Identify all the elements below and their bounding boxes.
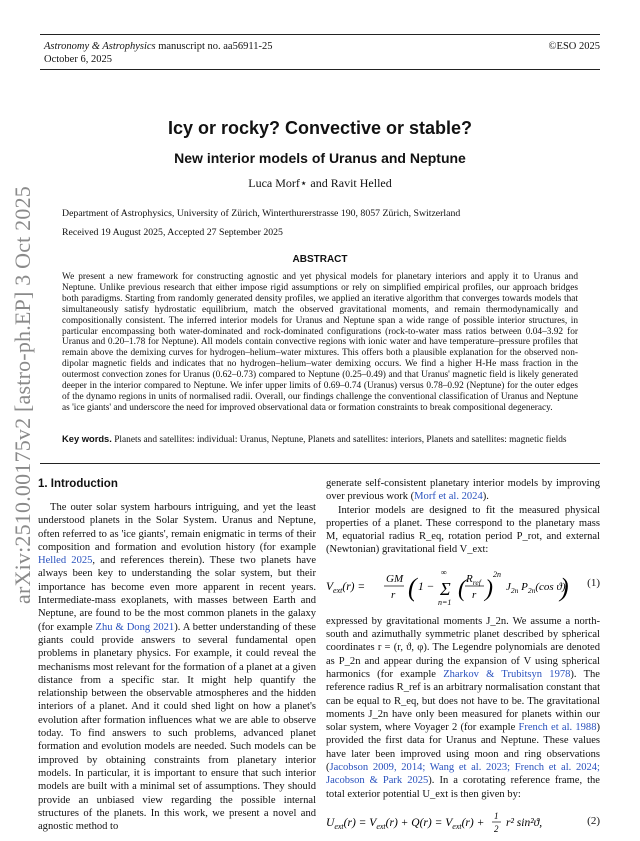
- keywords-rule: [40, 463, 600, 464]
- equation-2-formula: [326, 807, 566, 837]
- svg-text:(: (: [408, 572, 417, 602]
- svg-text:1 −: 1 −: [418, 580, 435, 593]
- paper-title: Icy or rocky? Convective or stable?: [167, 118, 473, 138]
- equation-2-number: (2): [587, 814, 600, 827]
- keywords: [62, 434, 578, 446]
- top-rule: [40, 34, 600, 35]
- abstract-heading: ABSTRACT: [292, 254, 348, 265]
- svg-text:Rref: $R_{ref}$: [466, 572, 481, 587]
- authors: Luca Morf⋆ and Ravit Helled: [248, 176, 392, 190]
- equation-1: [326, 563, 600, 609]
- citation-link[interactable]: Zharkov & Trubitsyn 1978: [443, 668, 571, 680]
- text-run: ). In a corotating reference frame, the total exterior potential U_ext is then given by:: [326, 775, 600, 800]
- keywords-label: Key words.: [62, 434, 112, 444]
- citation-link[interactable]: Jacobson 2009, 2014; Wang et al. 2023; French et al. 2024; Jacobson & Park 2025: [326, 762, 600, 787]
- svg-text:): ): [560, 572, 569, 602]
- text-run: generate self-consistent planetary interior models by improving over previous work (: [326, 478, 600, 503]
- paragraph-interior-models: Interior models are designed to fit the measured physical properties of a planet. These correspond to the planetary mass M, equatorial radius R_eq, rotation period P_rot, and external (Newtonian) gravitational field V_ext:: [326, 504, 600, 556]
- svg-text:n=1: n=1: [438, 597, 452, 607]
- svg-text:2n: 2n: [493, 569, 501, 579]
- text-run: , and references therein). These two planets have always been key to understanding the solar system, but their importance has become even more apparent in recent years. Intermediate-mass exoplanets, with masses between Earth and Neptune, are found to be the most common planets in the galaxy (for example: [38, 555, 316, 633]
- manuscript-number: manuscript no. aa56911-25: [158, 41, 273, 52]
- text-run: ) provided the first data for Uranus and Neptune. These values have later been improved using moon and ring observations (: [326, 722, 600, 774]
- svg-text:r² sin²ϑ,: r² sin²ϑ,: [506, 816, 543, 829]
- section-heading: 1. Introduction: [38, 478, 118, 490]
- text-run: ).: [482, 491, 489, 503]
- svg-text:∞: ∞: [441, 567, 447, 577]
- intro-paragraph: [38, 501, 316, 833]
- svg-text:J2n P2n(cos ϑ): $J_{2n}$ $P_{2n}(\cos$ ϑ): [506, 580, 566, 595]
- svg-text:r: r: [391, 588, 396, 601]
- abstract-text: We present a new framework for constructing agnostic and yet physical models for planetary interiors and apply it to Uranus and Neptune. Unlike previous research that either impose rigid assumptions or rely on simplified empirical profiles, our approach bridges both paradigms. Starting from randomly generated density profiles, we applied an iterative algorithm that converges towards models that simultaneously satisfy hydrostatic equilibrium, match the observed gravitational moments, and remain thermodynamically and compositionally consistent. The inferred interior models for Uranus and Neptune span a wide range of possible interior structures, in particular encompassing both water-dominated and rock-dominated configurations (rock-to-water mass ratios between 0.04–3.92 for Uranus and 0.20–1.78 for Neptune). All models contain convective regions with ionic water and have temperature–pressure profiles that remain above the demixing curves for hydrogen–helium–water mixtures. This offers both a plausible explanation for the observed non-dipolar magnetic fields and indicates that no hydrogen–helium–water demixing occurs. We find a higher H-He mass fraction in the outermost convection zones for Uranus (0.62–0.73) compared to Neptune (0.25–0.49) and that Uranus' magnetic field is likely generated deeper in the interior compared to Neptune. We infer upper limits of 0.69–0.74 (Uranus) versus 0.78–0.92 (Neptune) for the outer edges of the dynamo regions in units of normalised radii. Overall, our findings challenge the conventional classification of Uranus and Neptune as 'ice giants' and underscore the need for improved observational data or formation constraints to break compositional degeneracy.: [62, 272, 578, 413]
- svg-text:): ): [485, 575, 493, 602]
- paragraph-gravity-moments: [326, 615, 600, 801]
- right-column: [326, 477, 600, 837]
- header-rule: [40, 69, 600, 70]
- svg-text:GM: GM: [386, 572, 404, 585]
- journal-name: Astronomy & Astrophysics: [44, 41, 156, 52]
- continued-paragraph: [326, 477, 600, 504]
- paper-subtitle: New interior models of Uranus and Neptune: [174, 150, 466, 166]
- svg-text:Uext(r) = Vext(r) + Q(r) = Vex: $U_{ext}(r) = V_{ext}(r) + Q(r) = V_{ext}(r)$ +: [326, 816, 485, 831]
- keywords-text: Planets and satellites: individual: Uranus, Neptune, Planets and satellites: interiors, Planets and satellites: magnetic fields: [114, 435, 567, 445]
- svg-text:2: 2: [494, 823, 499, 834]
- svg-text:(: (: [458, 575, 466, 602]
- running-header: [44, 40, 600, 66]
- svg-text:1: 1: [494, 810, 499, 821]
- equation-1-formula: [326, 563, 569, 609]
- citation-link[interactable]: Zhu & Dong 2021: [95, 621, 175, 633]
- text-run: ). A better understanding of these giants could provide answers to several fundamental open problems in planetary physics. For example, it could reveal the mechanisms most relevant for the formation of a planet at a given distance from a specific star. It might help quantify the relationship between the observable atmospheres and the hidden interiors of a planet. And it could shed light on how a planet's evolution after formation influences what we are able to observe today. To find answers to such problems, advanced planet formation and evolution models are needed. Such models can be improved by obtaining constraints from planetary interior models. In particular, it is important to ensure that such interior models are built with a minimal set of assumptions. They should provide an unbiased view regarding the possible internal structures of the planets. In this work, we present a novel and agnostic method to: [38, 621, 316, 833]
- citation-link[interactable]: Helled 2025: [38, 555, 93, 567]
- affiliation: Department of Astrophysics, University of Zürich, Winterthurerstrasse 190, 8057 Zürich, Switzerland: [62, 208, 461, 219]
- arxiv-side-banner: arXiv:2510.00175v2 [astro-ph.EP] 3 Oct 2025: [10, 186, 35, 604]
- text-run: expressed by gravitational moments J_2n. We assume a north-south and azimuthally symmetric planet described by spherical coordinates r = (r, ϑ, φ). The Legendre polynomials are denoted as P_2n and appear during the expansion of V using spherical harmonics (for example: [326, 615, 600, 680]
- equation-2: [326, 807, 600, 837]
- citation-link[interactable]: Morf et al. 2024: [414, 491, 483, 503]
- citation-link[interactable]: French et al. 1988: [518, 722, 597, 734]
- header-date: October 6, 2025: [44, 54, 112, 65]
- text-run: ). The reference radius R_ref is an arbitrary normalisation constant that can be equal to R_eq, but does not have to be. The gravitational moments J_2n have only been measured for planets within our solar system, where Voyager 2 (for example: [326, 668, 600, 734]
- left-column: [38, 501, 316, 833]
- equation-1-number: (1): [587, 576, 600, 589]
- svg-text:r: r: [472, 588, 477, 601]
- received-dates: Received 19 August 2025, Accepted 27 September 2025: [62, 227, 283, 238]
- svg-text:Σ: Σ: [440, 578, 451, 599]
- svg-text:Vext(r) =: $V_{ext}(r)$ =: [326, 580, 366, 595]
- copyright: ©ESO 2025: [548, 41, 600, 52]
- text-run: The outer solar system harbours intriguing, and yet the least understood planets in the Solar System. Uranus and Neptune, often referred to as 'ice giants', remain enigmatic in terms of their composition and formation and evolution history (for example: [38, 502, 316, 553]
